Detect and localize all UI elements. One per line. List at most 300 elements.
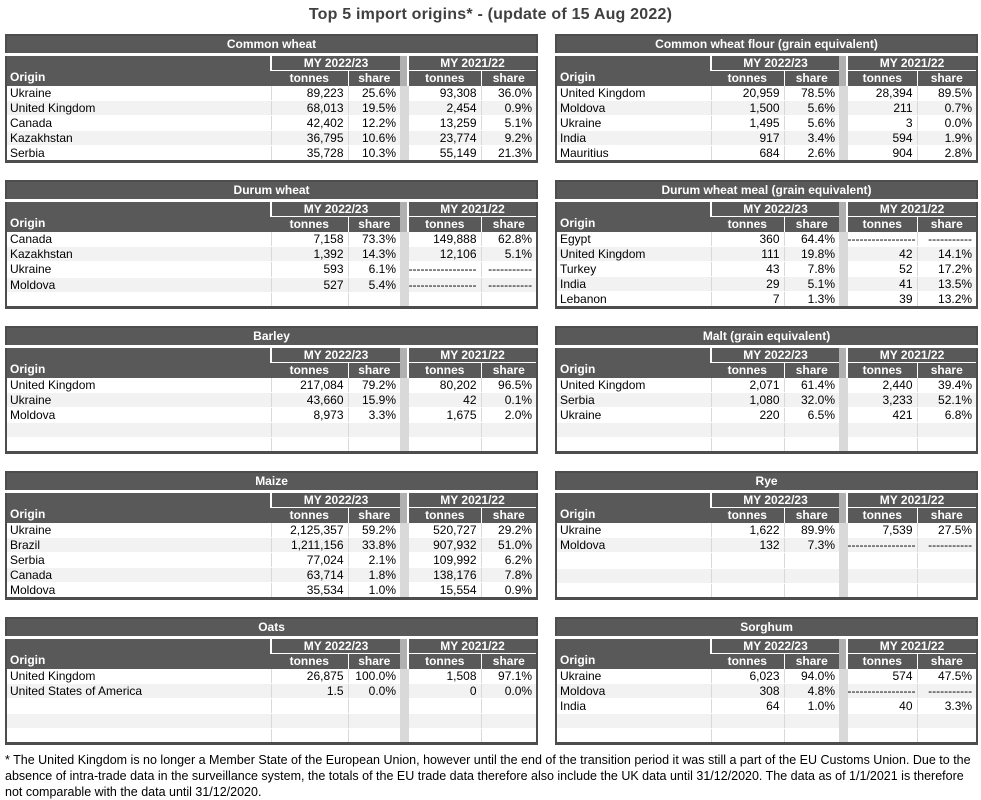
table-row — [556, 116, 977, 131]
column-spacer — [400, 638, 408, 669]
page-title: Top 5 import origins* - (update of 15 Aug 2022) — [308, 6, 673, 23]
value-cell: 7 — [711, 292, 784, 308]
value-cell: 360 — [711, 232, 784, 247]
column-spacer — [400, 347, 408, 378]
value-cell: 52 — [847, 262, 917, 277]
origin-cell: Serbia — [556, 393, 711, 408]
value-cell: 217,084 — [271, 378, 348, 393]
value-cell — [408, 699, 481, 714]
column-spacer — [400, 277, 408, 292]
table-row — [556, 523, 977, 538]
value-cell: 7.8% — [481, 568, 537, 583]
value-cell: 111 — [711, 247, 784, 262]
value-cell — [917, 568, 977, 583]
table-title: Malt (grain equivalent) — [556, 327, 977, 347]
value-cell — [348, 423, 400, 438]
share-header: share — [784, 217, 839, 232]
value-cell — [408, 423, 481, 438]
value-cell: 33.8% — [348, 538, 400, 553]
tonnes-header: tonnes — [847, 71, 917, 86]
table-title: Durum wheat meal (grain equivalent) — [556, 181, 977, 201]
value-cell: 3.3% — [917, 699, 977, 714]
value-cell: 89.5% — [917, 86, 977, 101]
value-cell — [271, 292, 348, 307]
value-cell: 5.1% — [784, 277, 839, 292]
tonnes-header: tonnes — [847, 654, 917, 669]
value-cell: 1,211,156 — [271, 538, 348, 553]
origin-cell: United Kingdom — [556, 378, 711, 393]
tonnes-header: tonnes — [711, 363, 784, 378]
my-2022-23-header: MY 2022/23 — [271, 638, 400, 654]
tonnes-header: tonnes — [711, 654, 784, 669]
column-spacer — [400, 729, 408, 744]
my-2022-23-header: MY 2022/23 — [711, 55, 839, 71]
column-spacer — [400, 684, 408, 699]
year-group-header-row — [6, 492, 537, 508]
share-header: share — [917, 654, 977, 669]
column-spacer — [400, 714, 408, 729]
value-cell: 23,774 — [408, 131, 481, 146]
origin-column-header: Origin — [556, 347, 711, 378]
origin-cell: Ukraine — [556, 116, 711, 131]
tonnes-header: tonnes — [408, 217, 481, 232]
origin-cell — [6, 699, 271, 714]
table-row — [556, 262, 977, 277]
origin-column-header: Origin — [6, 492, 271, 523]
value-cell: 61.4% — [784, 378, 839, 393]
value-cell: 2,454 — [408, 101, 481, 116]
origin-column-header: Origin — [6, 638, 271, 669]
value-cell: ----------------- — [847, 538, 916, 553]
value-cell: 1.9% — [917, 131, 977, 146]
column-spacer — [400, 201, 408, 232]
origin-cell: Lebanon — [556, 292, 711, 308]
table-row — [556, 538, 977, 553]
value-cell — [408, 438, 481, 453]
value-cell: 68,013 — [271, 101, 348, 116]
origin-cell: Turkey — [556, 262, 711, 277]
table-row — [6, 116, 537, 131]
table-row — [556, 393, 977, 408]
origin-cell: Ukraine — [556, 669, 711, 684]
value-cell: 4.8% — [784, 684, 839, 699]
value-cell: 0.0% — [348, 684, 400, 699]
table-row — [6, 101, 537, 116]
table-row — [556, 553, 977, 568]
table-row — [6, 423, 537, 438]
share-header: share — [481, 363, 537, 378]
value-cell: ----------- — [917, 684, 977, 699]
value-cell: 2,071 — [711, 378, 784, 393]
table-row — [6, 583, 537, 599]
value-cell — [481, 729, 537, 744]
value-cell — [271, 423, 348, 438]
value-cell — [408, 714, 481, 729]
value-cell — [408, 729, 481, 744]
column-spacer — [400, 292, 408, 307]
column-spacer — [839, 262, 847, 277]
value-cell — [784, 568, 839, 583]
table-row — [556, 146, 977, 162]
value-cell: 28,394 — [847, 86, 917, 101]
value-cell — [348, 699, 400, 714]
value-cell — [481, 292, 537, 307]
value-cell: 3 — [847, 116, 917, 131]
column-spacer — [839, 131, 847, 146]
tonnes-header: tonnes — [408, 71, 481, 86]
table-row — [6, 553, 537, 568]
my-2022-23-header: MY 2022/23 — [271, 55, 400, 71]
value-cell — [917, 423, 977, 438]
share-header: share — [917, 363, 977, 378]
table-row — [6, 292, 537, 307]
table-title-row — [556, 35, 977, 55]
value-cell: 42 — [408, 393, 481, 408]
origin-cell: United Kingdom — [6, 101, 271, 116]
value-cell: 96.5% — [481, 378, 537, 393]
table-oats — [5, 617, 538, 745]
year-group-header-row — [6, 638, 537, 654]
table-title-row — [556, 618, 977, 638]
table-row — [6, 408, 537, 423]
table-row — [6, 277, 537, 292]
column-spacer — [400, 393, 408, 408]
value-cell: ----------------- — [847, 684, 916, 698]
origin-cell — [556, 714, 711, 729]
value-cell — [271, 699, 348, 714]
origin-cell: United Kingdom — [556, 86, 711, 101]
my-2021-22-header: MY 2021/22 — [847, 55, 977, 71]
value-cell: 1.8% — [348, 568, 400, 583]
origin-cell — [6, 292, 271, 307]
value-cell: 73.3% — [348, 232, 400, 247]
value-cell: 89,223 — [271, 86, 348, 101]
value-cell: 5.1% — [481, 247, 537, 262]
origin-cell: India — [556, 699, 711, 714]
value-cell: 43 — [711, 262, 784, 277]
column-spacer — [400, 669, 408, 684]
value-cell: 10.6% — [348, 131, 400, 146]
value-cell: 89.9% — [784, 523, 839, 538]
column-spacer — [839, 101, 847, 116]
table-row — [6, 523, 537, 538]
value-cell — [348, 292, 400, 307]
tonnes-header: tonnes — [271, 71, 348, 86]
my-2022-23-header: MY 2022/23 — [271, 201, 400, 217]
value-cell: 7,158 — [271, 232, 348, 247]
value-cell — [847, 438, 917, 453]
value-cell: 29.2% — [481, 523, 537, 538]
origin-cell — [556, 568, 711, 583]
share-header: share — [917, 217, 977, 232]
value-cell — [917, 729, 977, 744]
value-cell — [348, 438, 400, 453]
origin-cell: Moldova — [556, 101, 711, 116]
tonnes-header: tonnes — [711, 508, 784, 523]
table-title: Common wheat — [6, 35, 537, 55]
value-cell — [711, 438, 784, 453]
column-spacer — [839, 277, 847, 292]
value-cell: 21.3% — [481, 146, 537, 162]
tables-grid — [5, 34, 976, 745]
value-cell: ----------- — [917, 538, 977, 553]
value-cell: 1,080 — [711, 393, 784, 408]
value-cell: 0 — [408, 684, 481, 699]
value-cell: 907,932 — [408, 538, 481, 553]
value-cell: 9.2% — [481, 131, 537, 146]
share-header: share — [784, 71, 839, 86]
column-spacer — [839, 347, 847, 378]
value-cell: 5.4% — [348, 277, 400, 292]
origin-column-header: Origin — [556, 638, 711, 669]
value-cell: 40 — [847, 699, 917, 714]
value-cell: 1,500 — [711, 101, 784, 116]
value-cell — [784, 423, 839, 438]
share-header: share — [917, 508, 977, 523]
value-cell: 3.3% — [348, 408, 400, 423]
table-maize — [5, 471, 538, 600]
table-title: Oats — [6, 618, 537, 638]
value-cell — [917, 438, 977, 453]
column-spacer — [839, 684, 847, 699]
value-cell: 0.9% — [481, 101, 537, 116]
value-cell: 19.5% — [348, 101, 400, 116]
value-cell: 2.1% — [348, 553, 400, 568]
value-cell: 308 — [711, 684, 784, 699]
value-cell: ----------- — [917, 232, 977, 247]
origin-cell: Moldova — [6, 408, 271, 423]
tonnes-header: tonnes — [847, 363, 917, 378]
origin-cell: India — [556, 277, 711, 292]
table-title-row — [556, 472, 977, 492]
my-2021-22-header: MY 2021/22 — [408, 201, 537, 217]
value-cell — [847, 729, 917, 744]
value-cell: 55,149 — [408, 146, 481, 162]
value-cell: 35,728 — [271, 146, 348, 162]
value-cell: 51.0% — [481, 538, 537, 553]
value-cell: 0.9% — [481, 583, 537, 599]
table-row — [556, 583, 977, 598]
my-2021-22-header: MY 2021/22 — [408, 55, 537, 71]
value-cell — [408, 292, 481, 307]
value-cell: 421 — [847, 408, 917, 423]
value-cell — [847, 714, 917, 729]
origin-cell: Canada — [6, 568, 271, 583]
value-cell: ----------------- — [847, 231, 916, 246]
tonnes-header: tonnes — [847, 217, 917, 232]
tonnes-header: tonnes — [271, 508, 348, 523]
column-spacer — [839, 247, 847, 262]
value-cell: 47.5% — [917, 669, 977, 684]
table-title: Sorghum — [556, 618, 977, 638]
value-cell: 14.3% — [348, 247, 400, 262]
column-spacer — [839, 714, 847, 729]
origin-cell — [556, 438, 711, 453]
origin-cell — [6, 423, 271, 438]
value-cell: 109,992 — [408, 553, 481, 568]
value-cell: 220 — [711, 408, 784, 423]
share-header: share — [348, 654, 400, 669]
my-2021-22-header: MY 2021/22 — [408, 347, 537, 363]
column-spacer — [400, 408, 408, 423]
value-cell — [784, 729, 839, 744]
table-row — [556, 729, 977, 744]
column-spacer — [839, 699, 847, 714]
value-cell: 211 — [847, 101, 917, 116]
table-title-row — [6, 618, 537, 638]
footnote: * The United Kingdom is no longer a Member State of the European Union, however until the end of the transition period it was still a part of the EU Customs Union. Due to the absence of intra-trade data in the surveillance system, the totals of the EU trade data therefore also include the UK data until 31/12/2020. The data as of 1/1/2021 is therefore not comparable with the data until 31/12/2020. — [5, 753, 971, 799]
year-group-header-row — [6, 55, 537, 71]
value-cell: 25.6% — [348, 86, 400, 101]
origin-cell — [556, 583, 711, 598]
share-header: share — [481, 508, 537, 523]
value-cell: 5.1% — [481, 116, 537, 131]
origin-cell: United Kingdom — [6, 378, 271, 393]
value-cell: 77,024 — [271, 553, 348, 568]
origin-cell: Kazakhstan — [6, 131, 271, 146]
table-row — [556, 277, 977, 292]
column-spacer — [400, 86, 408, 101]
value-cell: 32.0% — [784, 393, 839, 408]
value-cell — [711, 568, 784, 583]
share-header: share — [784, 508, 839, 523]
column-spacer — [839, 408, 847, 423]
column-spacer — [400, 247, 408, 262]
tonnes-header: tonnes — [271, 363, 348, 378]
table-title-row — [6, 181, 537, 201]
origin-column-header: Origin — [6, 55, 271, 86]
table-row — [6, 538, 537, 553]
origin-cell — [6, 714, 271, 729]
column-spacer — [839, 538, 847, 553]
table-title: Rye — [556, 472, 977, 492]
value-cell: 5.6% — [784, 101, 839, 116]
column-spacer — [839, 232, 847, 247]
my-2022-23-header: MY 2022/23 — [271, 347, 400, 363]
table-row — [6, 568, 537, 583]
value-cell: 26,875 — [271, 669, 348, 684]
table-title: Durum wheat — [6, 181, 537, 201]
value-cell: 17.2% — [917, 262, 977, 277]
value-cell — [711, 553, 784, 568]
table-row — [556, 699, 977, 714]
value-cell: 6.2% — [481, 553, 537, 568]
value-cell: 1.5 — [271, 684, 348, 699]
origin-column-header: Origin — [6, 347, 271, 378]
value-cell: 1,508 — [408, 669, 481, 684]
value-cell: 7.8% — [784, 262, 839, 277]
table-row — [556, 247, 977, 262]
value-cell: 62.8% — [481, 232, 537, 247]
value-cell: 42,402 — [271, 116, 348, 131]
table-title: Common wheat flour (grain equivalent) — [556, 35, 977, 55]
table-row — [556, 423, 977, 438]
value-cell: 138,176 — [408, 568, 481, 583]
column-spacer — [400, 55, 408, 86]
value-cell — [348, 729, 400, 744]
table-row — [556, 568, 977, 583]
value-cell: ----------- — [481, 262, 537, 277]
table-row — [6, 262, 537, 277]
column-spacer — [400, 378, 408, 393]
value-cell: 7,539 — [847, 523, 917, 538]
table-row — [6, 131, 537, 146]
tonnes-header: tonnes — [271, 217, 348, 232]
origin-cell: United Kingdom — [556, 247, 711, 262]
origin-cell: Serbia — [6, 146, 271, 162]
origin-cell: Brazil — [6, 538, 271, 553]
value-cell: 100.0% — [348, 669, 400, 684]
origin-column-header: Origin — [556, 55, 711, 86]
table-title-row — [6, 472, 537, 492]
table-title-row — [556, 327, 977, 347]
table-row — [6, 729, 537, 744]
value-cell: ----------------- — [408, 262, 481, 277]
value-cell: 36.0% — [481, 86, 537, 101]
value-cell: 3.4% — [784, 131, 839, 146]
value-cell — [271, 438, 348, 453]
tonnes-header: tonnes — [408, 508, 481, 523]
column-spacer — [400, 116, 408, 131]
table-barley — [5, 326, 538, 454]
value-cell — [711, 729, 784, 744]
table-sorghum — [555, 617, 978, 745]
table-row — [556, 86, 977, 101]
origin-cell: Ukraine — [6, 262, 271, 277]
value-cell: 64.4% — [784, 232, 839, 247]
my-2021-22-header: MY 2021/22 — [847, 347, 977, 363]
column-spacer — [400, 438, 408, 453]
column-spacer — [400, 423, 408, 438]
origin-cell: Serbia — [6, 553, 271, 568]
my-2021-22-header: MY 2021/22 — [847, 492, 977, 508]
value-cell — [847, 568, 917, 583]
value-cell: 593 — [271, 262, 348, 277]
my-2022-23-header: MY 2022/23 — [711, 492, 839, 508]
year-group-header-row — [6, 201, 537, 217]
value-cell: 527 — [271, 277, 348, 292]
value-cell: 0.0% — [917, 116, 977, 131]
value-cell — [481, 699, 537, 714]
value-cell: 93,308 — [408, 86, 481, 101]
table-malt — [555, 326, 978, 454]
column-spacer — [839, 729, 847, 744]
table-title-row — [6, 35, 537, 55]
table-common-wheat-flour — [555, 34, 978, 163]
value-cell: 594 — [847, 131, 917, 146]
table-row — [556, 684, 977, 699]
value-cell: ----------- — [481, 277, 537, 292]
table-title: Maize — [6, 472, 537, 492]
value-cell — [271, 714, 348, 729]
value-cell: 2.8% — [917, 146, 977, 162]
table-row — [6, 393, 537, 408]
table-title-row — [6, 327, 537, 347]
value-cell: 13.5% — [917, 277, 977, 292]
value-cell: 94.0% — [784, 669, 839, 684]
share-header: share — [348, 363, 400, 378]
value-cell: ----------------- — [408, 277, 481, 292]
value-cell: 78.5% — [784, 86, 839, 101]
table-title-row — [556, 181, 977, 201]
value-cell — [847, 583, 917, 598]
value-cell: 39 — [847, 292, 917, 308]
column-spacer — [839, 568, 847, 583]
value-cell: 132 — [711, 538, 784, 553]
value-cell — [917, 553, 977, 568]
table-row — [6, 699, 537, 714]
value-cell: 10.3% — [348, 146, 400, 162]
